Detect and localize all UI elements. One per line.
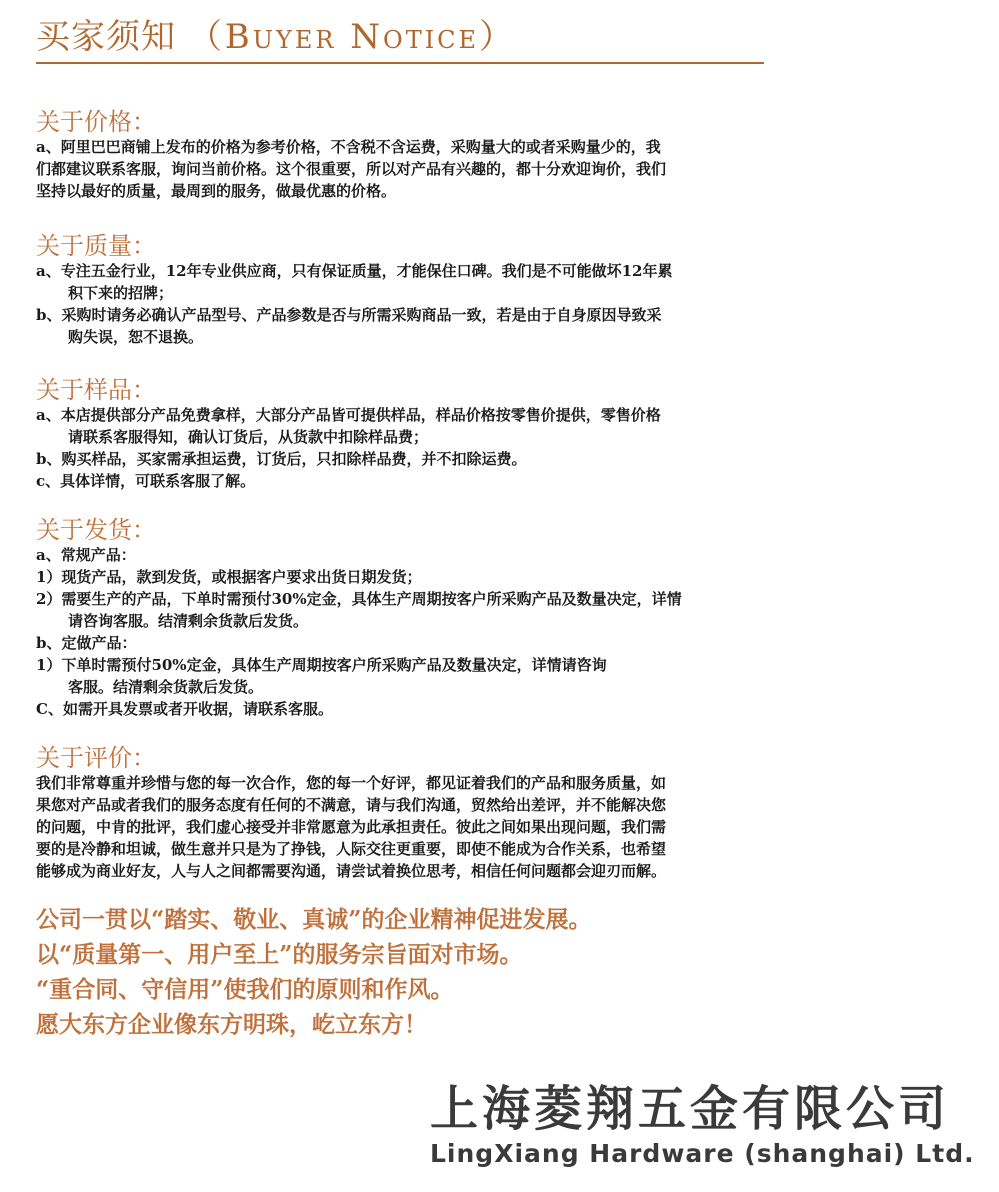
slogan-line: 愿大东方企业像东方明珠，屹立东方！ [36, 1011, 427, 1038]
company-name-cn: 上海菱翔五金有限公司 [430, 1081, 951, 1137]
section-heading: 关于价格： [36, 108, 156, 136]
section-line: 请咨询客服。结清剩余货款后发货。 [68, 612, 309, 630]
section-line: 2）需要生产的产品，下单时需预付30%定金，具体生产周期按客户所采购产品及数量决定，详情 [36, 590, 682, 608]
section-quality [36, 232, 936, 348]
section-line: a、常规产品： [36, 546, 136, 564]
section-line: 的问题，中肯的批评，我们虚心接受并非常愿意为此承担责任。彼此之间如果出现问题，我们需 [36, 818, 667, 836]
section-line: a、阿里巴巴商铺上发布的价格为参考价格，不含税不含运费，采购量大的或者采购量少的，我 [36, 138, 661, 156]
section-heading: 关于样品： [36, 376, 156, 404]
title-cn: 买家须知 [36, 17, 176, 57]
slogan-line: 以“质量第一、用户至上”的服务宗旨面对市场。 [36, 941, 523, 968]
slogan-line: 公司一贯以“踏实、敬业、真诚”的企业精神促进发展。 [36, 906, 592, 933]
section-line: b、采购时请务必确认产品型号、产品参数是否与所需采购商品一致，若是由于自身原因导致采 [36, 306, 662, 324]
section-line: 客服。结清剩余货款后发货。 [68, 678, 264, 696]
section-line: C、如需开具发票或者开收据，请联系客服。 [36, 700, 333, 718]
section-reviews [36, 744, 936, 882]
title-en: （Buyer Notice） [187, 17, 517, 57]
section-line: 能够成为商业好友，人与人之间都需要沟通，请尝试着换位思考，相信任何问题都会迎刃而解。 [36, 862, 667, 880]
section-line: b、定做产品： [36, 634, 137, 652]
company-name-en: LingXiang Hardware (shanghai) Ltd. [430, 1139, 975, 1168]
page-title [36, 14, 764, 60]
section-line: 要的是冷静和坦诚，做生意并只是为了挣钱，人际交往更重要，即使不能成为合作关系，也希望 [36, 840, 667, 858]
section-heading: 关于质量： [36, 232, 156, 260]
section-shipping [36, 516, 936, 720]
section-line: c、具体详情，可联系客服了解。 [36, 472, 256, 490]
section-line: 们都建议联系客服，询问当前价格。这个很重要，所以对产品有兴趣的，都十分欢迎询价，我们 [36, 160, 667, 178]
title-bar [36, 14, 764, 64]
company-slogans [36, 902, 936, 1042]
section-line: 果您对产品或者我们的服务态度有任何的不满意，请与我们沟通，贸然给出差评，并不能解决您 [36, 796, 667, 814]
section-samples [36, 376, 936, 492]
section-line: b、购买样品，买家需承担运费，订货后，只扣除样品费，并不扣除运费。 [36, 450, 527, 468]
section-line: 1）下单时需预付50%定金，具体生产周期按客户所采购产品及数量决定，详情请咨询 [36, 656, 607, 674]
slogan-line: “重合同、守信用”使我们的原则和作风。 [36, 976, 454, 1003]
section-price [36, 108, 936, 202]
section-line: 1）现货产品，款到发货，或根据客户要求出货日期发货； [36, 568, 422, 586]
section-line: a、本店提供部分产品免费拿样，大部分产品皆可提供样品，样品价格按零售价提供，零售价格 [36, 406, 661, 424]
section-line: a、专注五金行业，12年专业供应商，只有保证质量，才能保住口碑。我们是不可能做坏12年累 [36, 262, 673, 280]
company-name-block [430, 1080, 990, 1170]
section-line: 我们非常尊重并珍惜与您的每一次合作，您的每一个好评，都见证着我们的产品和服务质量，如 [36, 774, 667, 792]
section-line: 购失误，恕不退换。 [68, 328, 204, 346]
section-heading: 关于发货： [36, 516, 156, 544]
section-line: 积下来的招牌； [68, 284, 174, 302]
section-line: 请联系客服得知，确认订货后，从货款中扣除样品费； [68, 428, 429, 446]
section-heading: 关于评价： [36, 744, 156, 772]
section-line: 坚持以最好的质量，最周到的服务，做最优惠的价格。 [36, 182, 397, 200]
